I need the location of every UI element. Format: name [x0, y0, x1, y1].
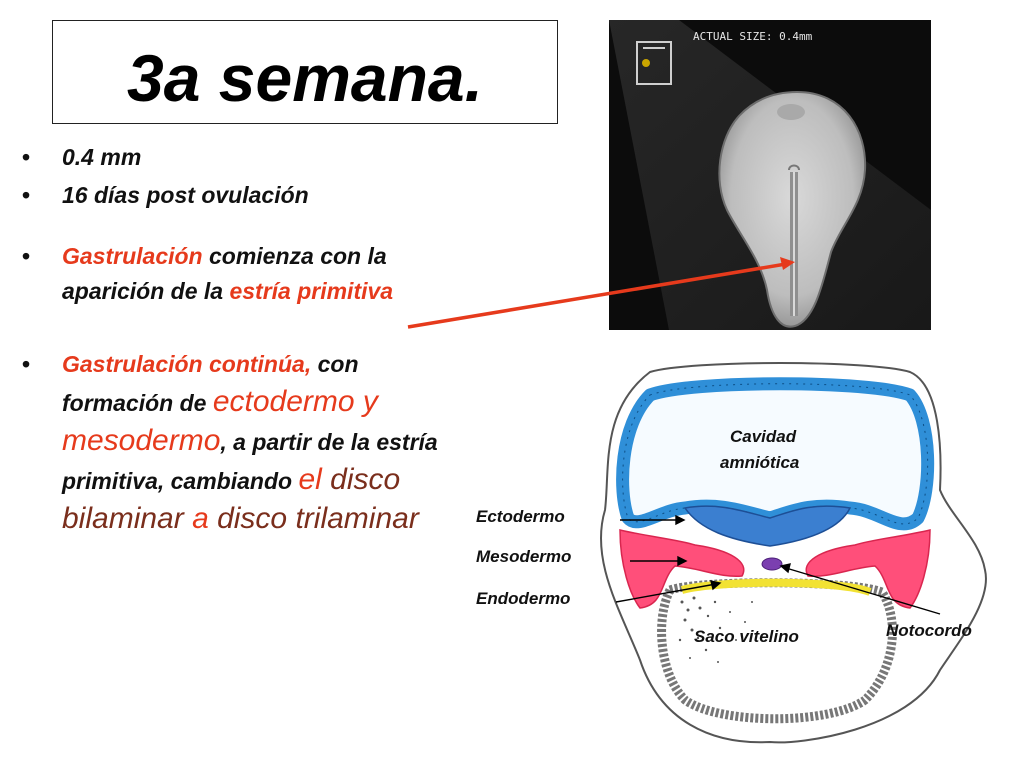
bullet-dot-icon: • — [22, 243, 31, 269]
bullet-dot-icon: • — [22, 351, 31, 377]
trilaminar-diagram — [470, 340, 1024, 768]
slide-title: 3a semana. — [127, 41, 483, 115]
term-ectodermo-mesodermo: ectodermo y mesodermo — [62, 385, 378, 457]
term-el: el — [298, 463, 322, 496]
label-endodermo: Endodermo — [476, 589, 571, 608]
bullet-size-text: 0.4 mm — [62, 144, 142, 170]
bullet-text-part: comienza con la aparición de la — [62, 243, 387, 304]
bullet-days-text: 16 días post ovulación — [62, 182, 309, 208]
label-mesodermo: Mesodermo — [476, 547, 572, 566]
term-gastrulacion: Gastrulación — [62, 243, 203, 269]
term-a: a — [192, 502, 209, 535]
micrograph-caption: ACTUAL SIZE: 0.4mm — [693, 30, 813, 43]
bullet-dot-icon: • — [22, 182, 31, 208]
notochord — [762, 558, 782, 570]
label-cavidad-1: Cavidad — [730, 427, 797, 446]
label-notocordo: Notocordo — [886, 621, 972, 640]
yolk-sac — [662, 583, 893, 719]
term-estria-primitiva: estría primitiva — [229, 278, 394, 304]
term-disco-bilaminar: disco bilaminar — [62, 463, 401, 535]
term-disco-trilaminar: disco trilaminar — [208, 502, 419, 535]
term-gastrulacion-continua: Gastrulación continúa, — [62, 351, 312, 377]
label-saco-vitelino: Saco vitelino — [694, 627, 799, 646]
bullet-text-part: con formación de — [62, 351, 359, 416]
label-ectodermo: Ectodermo — [476, 507, 565, 526]
label-cavidad-2: amniótica — [720, 453, 800, 472]
diagram-svg — [470, 340, 1024, 768]
bullet-text-part: , a partir de la estría primitiva, cambiando — [62, 429, 438, 494]
bullet-dot-icon: • — [22, 144, 31, 170]
